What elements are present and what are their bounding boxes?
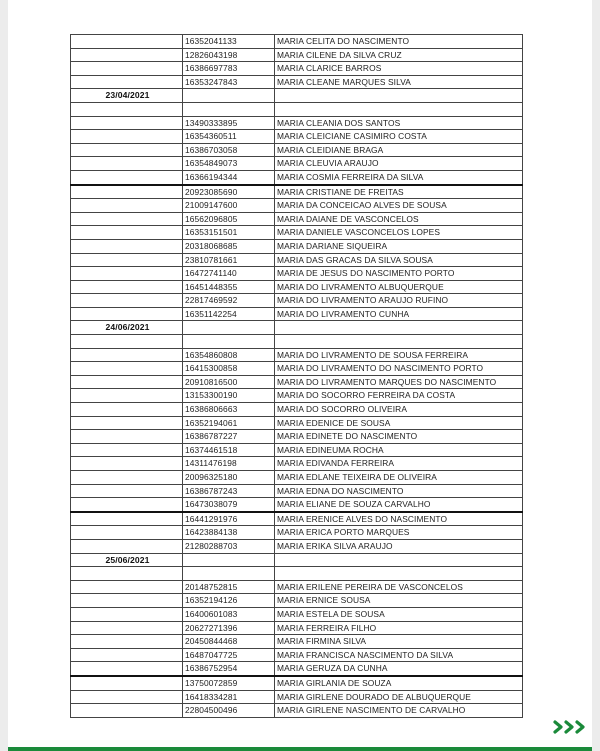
name-cell: MARIA ESTELA DE SOUSA [275,607,523,621]
name-cell: MARIA DO LIVRAMENTO CUNHA [275,307,523,321]
table-row [71,212,523,226]
table-row [71,116,523,130]
name-cell: MARIA CLARICE BARROS [275,62,523,76]
name-cell: MARIA GERUZA DA CUNHA [275,662,523,676]
date-cell [71,594,183,608]
date-cell [71,471,183,485]
date-cell [71,662,183,676]
table-row [71,607,523,621]
id-cell: 16386787243 [183,484,275,498]
date-cell [71,294,183,308]
table-row [71,594,523,608]
table-row [71,280,523,294]
table-row [71,690,523,704]
table-row [71,539,523,553]
id-cell: 16423884138 [183,526,275,540]
name-cell: MARIA CLEANE MARQUES SILVA [275,75,523,89]
date-cell [71,143,183,157]
table-row [71,662,523,676]
date-cell [71,239,183,253]
name-cell: MARIA DO SOCORRO FERREIRA DA COSTA [275,389,523,403]
date-cell [71,621,183,635]
name-cell: MARIA EDINEUMA ROCHA [275,443,523,457]
table-row [71,676,523,690]
date-cell [71,348,183,362]
date-cell [71,130,183,144]
table-row [71,253,523,267]
table-row [71,307,523,321]
name-cell: MARIA DANIELE VASCONCELOS LOPES [275,226,523,240]
id-cell: 13490333895 [183,116,275,130]
id-cell: 23810781661 [183,253,275,267]
id-cell: 12826043198 [183,48,275,62]
id-cell: 22817469592 [183,294,275,308]
table-row [71,526,523,540]
table-row [71,157,523,171]
name-cell [275,335,523,349]
next-chevrons-icon[interactable] [552,719,588,735]
date-row [71,89,523,103]
name-cell: MARIA DO LIVRAMENTO MARQUES DO NASCIMENTO [275,375,523,389]
date-cell [71,443,183,457]
name-cell: MARIA DA CONCEICAO ALVES DE SOUSA [275,199,523,213]
date-cell: 24/06/2021 [71,321,183,335]
table-row [71,635,523,649]
table-row [71,48,523,62]
name-cell: MARIA DO LIVRAMENTO ALBUQUERQUE [275,280,523,294]
name-cell: MARIA EDLANE TEIXEIRA DE OLIVEIRA [275,471,523,485]
table-row [71,416,523,430]
date-cell [71,170,183,184]
date-cell [71,307,183,321]
id-cell: 16386703058 [183,143,275,157]
date-cell [71,704,183,718]
table-row [71,648,523,662]
name-cell: MARIA ERICA PORTO MARQUES [275,526,523,540]
table-row [71,267,523,281]
id-cell: 21280288703 [183,539,275,553]
id-cell [183,335,275,349]
name-cell: MARIA CELITA DO NASCIMENTO [275,35,523,49]
date-cell [71,48,183,62]
table-row [71,348,523,362]
table-row [71,403,523,417]
table-row [71,457,523,471]
id-cell: 14311476198 [183,457,275,471]
name-cell: MARIA CLEIDIANE BRAGA [275,143,523,157]
date-cell [71,62,183,76]
date-cell [71,567,183,581]
id-cell: 16473038079 [183,498,275,512]
table-row [71,362,523,376]
id-cell: 16418334281 [183,690,275,704]
date-cell [71,526,183,540]
id-cell: 16487047725 [183,648,275,662]
name-cell: MARIA EDENICE DE SOUSA [275,416,523,430]
id-cell: 16352194126 [183,594,275,608]
name-cell: MARIA ERILENE PEREIRA DE VASCONCELOS [275,580,523,594]
name-cell: MARIA FERREIRA FILHO [275,621,523,635]
date-cell [71,430,183,444]
date-cell [71,403,183,417]
date-cell: 25/06/2021 [71,553,183,567]
name-cell: MARIA DO LIVRAMENTO DE SOUSA FERREIRA [275,348,523,362]
date-cell [71,185,183,199]
name-cell: MARIA FRANCISCA NASCIMENTO DA SILVA [275,648,523,662]
date-row [71,553,523,567]
id-cell: 16415300858 [183,362,275,376]
date-cell [71,35,183,49]
date-cell [71,335,183,349]
name-cell: MARIA GIRLENE DOURADO DE ALBUQUERQUE [275,690,523,704]
name-cell [275,321,523,335]
date-cell [71,690,183,704]
date-cell [71,457,183,471]
name-cell: MARIA GIRLANIA DE SOUZA [275,676,523,690]
date-cell [71,416,183,430]
table-row [71,226,523,240]
blank-row [71,567,523,581]
date-cell [71,116,183,130]
name-cell: MARIA FIRMINA SILVA [275,635,523,649]
name-cell: MARIA CLEUVIA ARAUJO [275,157,523,171]
date-cell [71,648,183,662]
id-cell: 20096325180 [183,471,275,485]
id-cell: 16441291976 [183,512,275,526]
table-row [71,143,523,157]
name-cell: MARIA ERENICE ALVES DO NASCIMENTO [275,512,523,526]
date-cell [71,580,183,594]
id-cell: 20450844468 [183,635,275,649]
id-cell: 16366194344 [183,170,275,184]
name-cell: MARIA ERIKA SILVA ARAUJO [275,539,523,553]
name-cell: MARIA ERNICE SOUSA [275,594,523,608]
id-cell: 16386697783 [183,62,275,76]
date-cell [71,253,183,267]
name-cell [275,89,523,103]
name-cell: MARIA DO LIVRAMENTO ARAUJO RUFINO [275,294,523,308]
table-row [71,375,523,389]
id-cell: 13153300190 [183,389,275,403]
id-cell: 21009147600 [183,199,275,213]
name-cell: MARIA GIRLENE NASCIMENTO DE CARVALHO [275,704,523,718]
table-row [71,443,523,457]
table-row [71,471,523,485]
id-cell: 16351142254 [183,307,275,321]
date-cell [71,102,183,116]
date-cell [71,157,183,171]
date-row [71,321,523,335]
date-cell [71,539,183,553]
id-cell: 16354360511 [183,130,275,144]
table-row [71,498,523,512]
table-row [71,75,523,89]
id-cell: 22804500496 [183,704,275,718]
date-cell [71,75,183,89]
table-row [71,484,523,498]
date-cell [71,267,183,281]
id-cell: 20318068685 [183,239,275,253]
id-cell: 16386787227 [183,430,275,444]
date-cell [71,226,183,240]
name-cell: MARIA DARIANE SIQUEIRA [275,239,523,253]
name-cell: MARIA ELIANE DE SOUZA CARVALHO [275,498,523,512]
id-cell: 20923085690 [183,185,275,199]
id-cell: 20910816500 [183,375,275,389]
name-cell [275,567,523,581]
table-row [71,389,523,403]
id-cell: 16386752954 [183,662,275,676]
id-cell: 16400601083 [183,607,275,621]
table-row [71,170,523,184]
id-cell: 16352041133 [183,35,275,49]
table-row [71,239,523,253]
date-cell [71,199,183,213]
name-cell: MARIA CLEICIANE CASIMIRO COSTA [275,130,523,144]
id-cell: 16562096805 [183,212,275,226]
id-cell: 16352194061 [183,416,275,430]
id-cell: 13750072859 [183,676,275,690]
date-cell [71,389,183,403]
name-cell: MARIA CLEANIA DOS SANTOS [275,116,523,130]
name-cell: MARIA EDINETE DO NASCIMENTO [275,430,523,444]
table-row [71,512,523,526]
date-cell [71,212,183,226]
footer-accent-bar [8,747,592,751]
name-cell: MARIA CRISTIANE DE FREITAS [275,185,523,199]
name-cell: MARIA DAIANE DE VASCONCELOS [275,212,523,226]
id-cell: 16353247843 [183,75,275,89]
id-cell: 16386806663 [183,403,275,417]
date-cell: 23/04/2021 [71,89,183,103]
vaccination-roster-table [70,34,523,718]
blank-row [71,102,523,116]
table-row [71,62,523,76]
table-row [71,704,523,718]
name-cell: MARIA COSMIA FERREIRA DA SILVA [275,170,523,184]
name-cell [275,553,523,567]
id-cell: 20627271396 [183,621,275,635]
name-cell [275,102,523,116]
name-cell: MARIA EDIVANDA FERREIRA [275,457,523,471]
id-cell [183,321,275,335]
name-cell: MARIA CILENE DA SILVA CRUZ [275,48,523,62]
date-cell [71,607,183,621]
id-cell: 16354860808 [183,348,275,362]
id-cell [183,102,275,116]
table-row [71,580,523,594]
date-cell [71,635,183,649]
id-cell: 16472741140 [183,267,275,281]
name-cell: MARIA EDNA DO NASCIMENTO [275,484,523,498]
table-row [71,199,523,213]
name-cell: MARIA DO SOCORRO OLIVEIRA [275,403,523,417]
id-cell: 16353151501 [183,226,275,240]
roster-body [71,35,523,718]
id-cell: 16354849073 [183,157,275,171]
table-row [71,35,523,49]
date-cell [71,498,183,512]
blank-row [71,335,523,349]
table-row [71,185,523,199]
table-row [71,621,523,635]
id-cell [183,553,275,567]
date-cell [71,484,183,498]
date-cell [71,280,183,294]
date-cell [71,512,183,526]
date-cell [71,676,183,690]
id-cell: 16374461518 [183,443,275,457]
name-cell: MARIA DO LIVRAMENTO DO NASCIMENTO PORTO [275,362,523,376]
table-row [71,130,523,144]
name-cell: MARIA DAS GRACAS DA SILVA SOUSA [275,253,523,267]
table-row [71,294,523,308]
id-cell [183,89,275,103]
id-cell: 20148752815 [183,580,275,594]
date-cell [71,362,183,376]
id-cell [183,567,275,581]
date-cell [71,375,183,389]
id-cell: 16451448355 [183,280,275,294]
name-cell: MARIA DE JESUS DO NASCIMENTO PORTO [275,267,523,281]
table-row [71,430,523,444]
